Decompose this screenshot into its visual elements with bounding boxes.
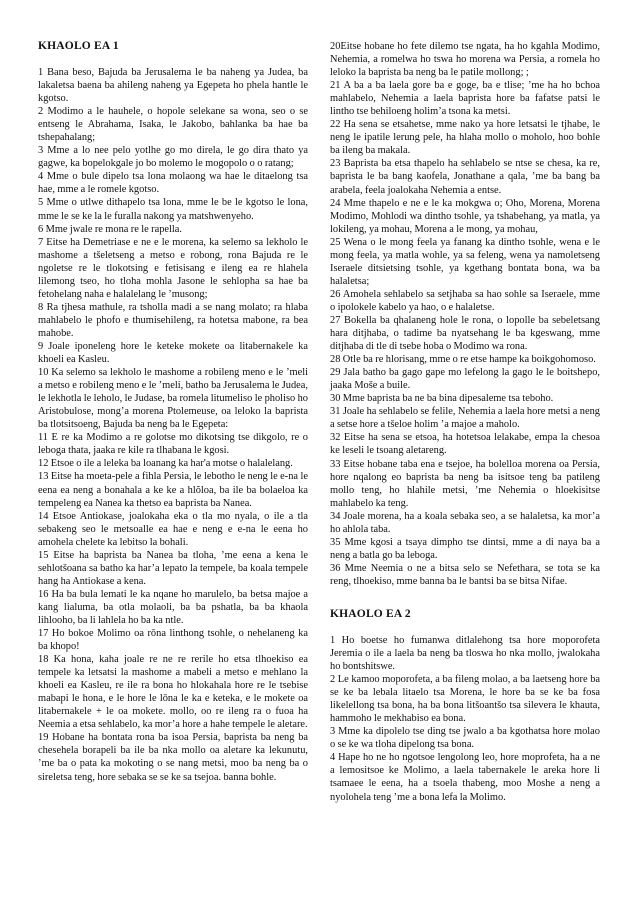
right-column [330,40,600,882]
left-column [38,40,308,882]
verse-paragraph: 21 A ba a ba laela gore ba e goge, ba e tlise; ’me ha ho bchoa mahlabelo, Nehemia a laela baprista hore ba fafatse patsi le lintho tse behiloeng holim’a tsona ka metsi. [330,80,600,118]
verse-paragraph: 16 Ha ba bula lemati le ka nqane ho marulelo, ba betsa majoe a kang lialuma, ba otla molaoli, ba ba pshatla, ba ba khaola lihlooho, ba li lahlela ho ba ka ntle. [38,588,308,626]
verse-paragraph: 4 Mme o bule dipelo tsa lona molaong wa hae le ditaelong tsa hae, mme a le romele kgotso. [38,171,308,196]
verse-paragraph: 3 Mme a lo nee pelo yotlhe go mo direla, le go dira thato ya gagwe, ka bopelokgale jo bo molemo le mogopolo o o ratang; [38,145,308,170]
verse-paragraph: 8 Ra tjhesa mathule, ra tshollа madi a se nang molato; ra hlaba mahlabelo le phofo e thumisehileng, ra hotetsa mabone, ra bea mahobe. [38,301,308,339]
verse-paragraph: 19 Hobane ha bontata rona ba isoa Persia, baprista ba neng ba chesehela borapeli ba ile ba nka mollo oa aletare ka lekunutu, ’me ba o pata ka mokoting o se nang metsi, moo ba neng ba o sireletsa teng, hore sebaka se se ke sa tsejoa. banna bohle. [38,732,308,783]
verse-paragraph: 22 Ha sena se etsahetse, mme nako ya hore letsatsi le tjhabe, le neng le ipatile lerung pele, ha hlaha mollo o moholo, hoo bohle ba ileng ba makala. [330,119,600,157]
chapter-1-verses-part-1 [38,66,308,784]
verse-paragraph: 1 Bana beso, Bajuda ba Jerusalema le ba naheng ya Judea, ba lakaletsa baena ba ahileng naheng ya Egepeta ho phela hantle le kgotso. [38,67,308,105]
verse-paragraph: 13 Eitse ha moeta-pele a fihla Persia, le lebotho le neng le e-na le eena ea neng a bonahala a ke ke a hlŏloa, ba ile ba bolaeloa ka tempeleng ea Nanea ka thetso ea baprista ba Nanea. [38,471,308,509]
verse-paragraph: 29 Jala batho ba gago gape mo lefelong la gago le le boitshepo, jaaka Moše a buile. [330,367,600,392]
verse-paragraph: 28 Otle ba re hlorisang, mme o re etse hampe ka boikgohomoso. [330,354,596,366]
verse-paragraph: 35 Mme kgosi a tsaya dimpho tse dintsi, mme a di naya ba a neng a batla go ba leboga. [330,536,600,561]
verse-paragraph: 12 Etsoe o ile a leleka ba loanang ka har'a motse o halalelang. [38,458,293,470]
verse-paragraph: 3 Mme ka dipolelo tse ding tse jwalo a ba kgothatsa hore molao o se ke wa tloha dipelong tsa bona. [330,726,600,751]
verse-paragraph: 20Eitse hobane ho fete dilemo tse ngata, ha ho kgahla Modimo, Nehemia, a romelwa ho tswa ho morena wa Persia, a romela ho leloko la baprista ba neng ba le patile mollong; ; [330,41,600,79]
verse-paragraph: 33 Eitse hobane taba ena e tsejoe, ha bolelloa morena oa Persia, hore nqalong eo baprista ba neng ba isitsoe teng ba patileng mollo teng, ho hlahile metsi, ’me Nehemia o hloekisitse mahlabelo ka teng. [330,458,600,509]
verse-paragraph: 7 Eitse ha Demetriase e ne e le morena, ka selemo sa lekholo le mashome a tšeletseng a metso e robong, rona Bajuda re le ngoletse re le tlokotsing e fetisisang e ileng ea re hlahela lilemong tseo, ho tloha mohla Jasone le sehlopha sa hae ba fetohelang naha e halalelang le ’musong; [38,236,308,300]
verse-paragraph: 17 Ho bokoe Molimo oa rōna linthong tsohle, o nehelaneng ka ba khopo! [38,628,308,653]
verse-paragraph: 11 E re ka Modimo a re golotse mo dikotsing tse dikgolo, re o leboga thata, jaaka re kile ra tlhabana le kgosi. [38,432,308,457]
chapter-2-heading: KHAOLO EA 2 [330,607,411,620]
verse-paragraph: 24 Mme thapelo e ne e le ka mokgwa o; Oho, Morena, Morena Modimo, Mohlodi wa dintho tsohle, ya tshabehang, ya matla, ya lokileng, ya mohau, Morena a le mong, ya mohau, [330,197,600,235]
chapter-2-verses [330,634,600,804]
verse-paragraph: 34 Joale morena, ha a koala sebaka seo, a se halaletsa, ka mor’a ho ahlola taba. [330,510,600,535]
verse-paragraph: 10 Ka selemo sa lekholo le mashome a robileng meno e le ’meli a metso e robileng meno e le ’meli, batho ba Jerusalema le Judea, le lekhotla le leholo, le Judase, ba romela litumeliso le pholiso ho Aristobulose, mong’a morena Ptolemeuse, oa leloko la baprista ba tlotsitsoeng, Bajuda ba neng ba le Egepeta: [38,367,308,431]
verse-paragraph: 1 Ho boetse ho fumanwa ditlalehong tsa hore moporofeta Jeremia o ile a laela ba neng ba tloswa ho nka mollo, jwalokaha ho bontshitswe. [330,634,600,673]
verse-paragraph: 36 Mme Neemia o ne a bitsa selo se Nefethara, se tota se ka reng, tlhoekiso, mme banna ba le bantsi ba se bitsa Nifae. [330,562,600,587]
verse-paragraph: 31 Joale ha sehlabelo se felile, Nehemia a laela hore metsi a neng a setse hore a tšeloe holim ’a majoe a maholo. [330,406,600,431]
verse-paragraph: 2 Modimo a le hauhele, o hopole selekane sa wona, seo o se entseng le Abrahama, Isaka, le Jakobo, bahlanka ba hae ba tshepahalang; [38,106,308,144]
verse-paragraph: 27 Bokella ba qhalaneng hole le rona, o lopolle ba sebeletsang hara ditjhaba, o tadime ba nyatsehang le ba kgeswang, mme ditjhaba di tle di tsebe hoba o Modimo wa rona. [330,314,600,353]
verse-paragraph: 32 Eitse ha sena se etsoa, ha hotetsoa lelakabe, empa la chesoa ke leseli le tsoang aletareng. [330,432,600,457]
verse-paragraph: 2 Le kamoo moporofeta, a ba fileng molao, a ba laetseng hore ba se ke ba lebala litaelo tsa Morena, le hore ba se ke ba fosa likelellong tsa bona, ha ba bona litšoantšo tsa silevera le khauta, hammoho le mekhabiso ea bona. [330,674,600,725]
verse-paragraph: 14 Etsoe Antiokase, joalokaha eka o tla mo nyala, o ile a tla sebakeng seo le metsoalle ea hae e neng e e-na le eena ho amohela chelete ka lebitso la bohali. [38,510,308,548]
verse-paragraph: 30 Mme baprista ba ne ba bina dipesaleme tsa teboho. [330,393,554,405]
verse-paragraph: 5 Mme o utlwe dithapelo tsa lona, mme le be le kgotso le lona, mme le se ke la le furalla nakong ya matshwenyeho. [38,197,308,222]
verse-paragraph: 6 Mme jwale re mona re le rapella. [38,223,183,235]
verse-paragraph: 4 Hape ho ne ho ngotsoe lengolong leo, hore moprofeta, ha a ne a lemositsoe ke Molimo, a laela tabernakele le areka hore li tsamaee le eena, ha a tsoela thabeng, moo Moshe a neng a nyolohela teng ’me a bona lefa la Molimo. [330,752,600,803]
verse-paragraph: 25 Wena o le mong feela ya fanang ka dintho tsohle, wena e le mong feela, ya matla wohle, ya sa feleng, wena ya namoletseng Iseraele ditsietsing tsohle, ya kgethang bontata bona, wa ba halaletsa; [330,236,600,287]
verse-paragraph: 23 Baprista ba etsa thapelo ha sehlabelo se ntse se chesa, ka re, baprista le ba bang kaofela, Jonathane a qala, ’me ba bang ba arabela, feela joalokaha Nehemia a entse. [330,158,600,196]
verse-paragraph: 9 Joale iponeleng hore le keteke mokete oa litabernakele ka khoeli ea Kasleu. [38,340,308,366]
verse-paragraph: 26 Amohela sehlabelo sa setjhaba sa hao sohle sa Iseraele, mme o ipolokele kabelo ya hao, o e halaletse. [330,288,600,313]
chapter-1-heading: KHAOLO EA 1 [38,40,119,52]
verse-paragraph: 18 Ka hona, kaha joale re ne re rerile ho etsa tlhoekiso ea tempele ka letsatsi la mashome a mabeli a metso e mehlano la khoeli ea Kasleu, re ile ra bona ho hlokahala hore re le tsebise mabapi le hona, e le hore le lōna le ka e keteka, e le mokete oa litabernakele + le oa mokete. mollo, oo re ileng ra o fuoa ha Neemia a etsa sehlabelo, ka mor’a hore a hahe tempele le aletare. [38,654,308,731]
chapter-1-verses-part-2 [330,40,600,588]
verse-paragraph: 15 Eitse ha baprista ba Nanea ba tloha, ’me eena a kena le sehlotšoana sa batho ka har’a lepato la tempele, ba koala tempele hang ha Antiokase a kena. [38,549,308,587]
